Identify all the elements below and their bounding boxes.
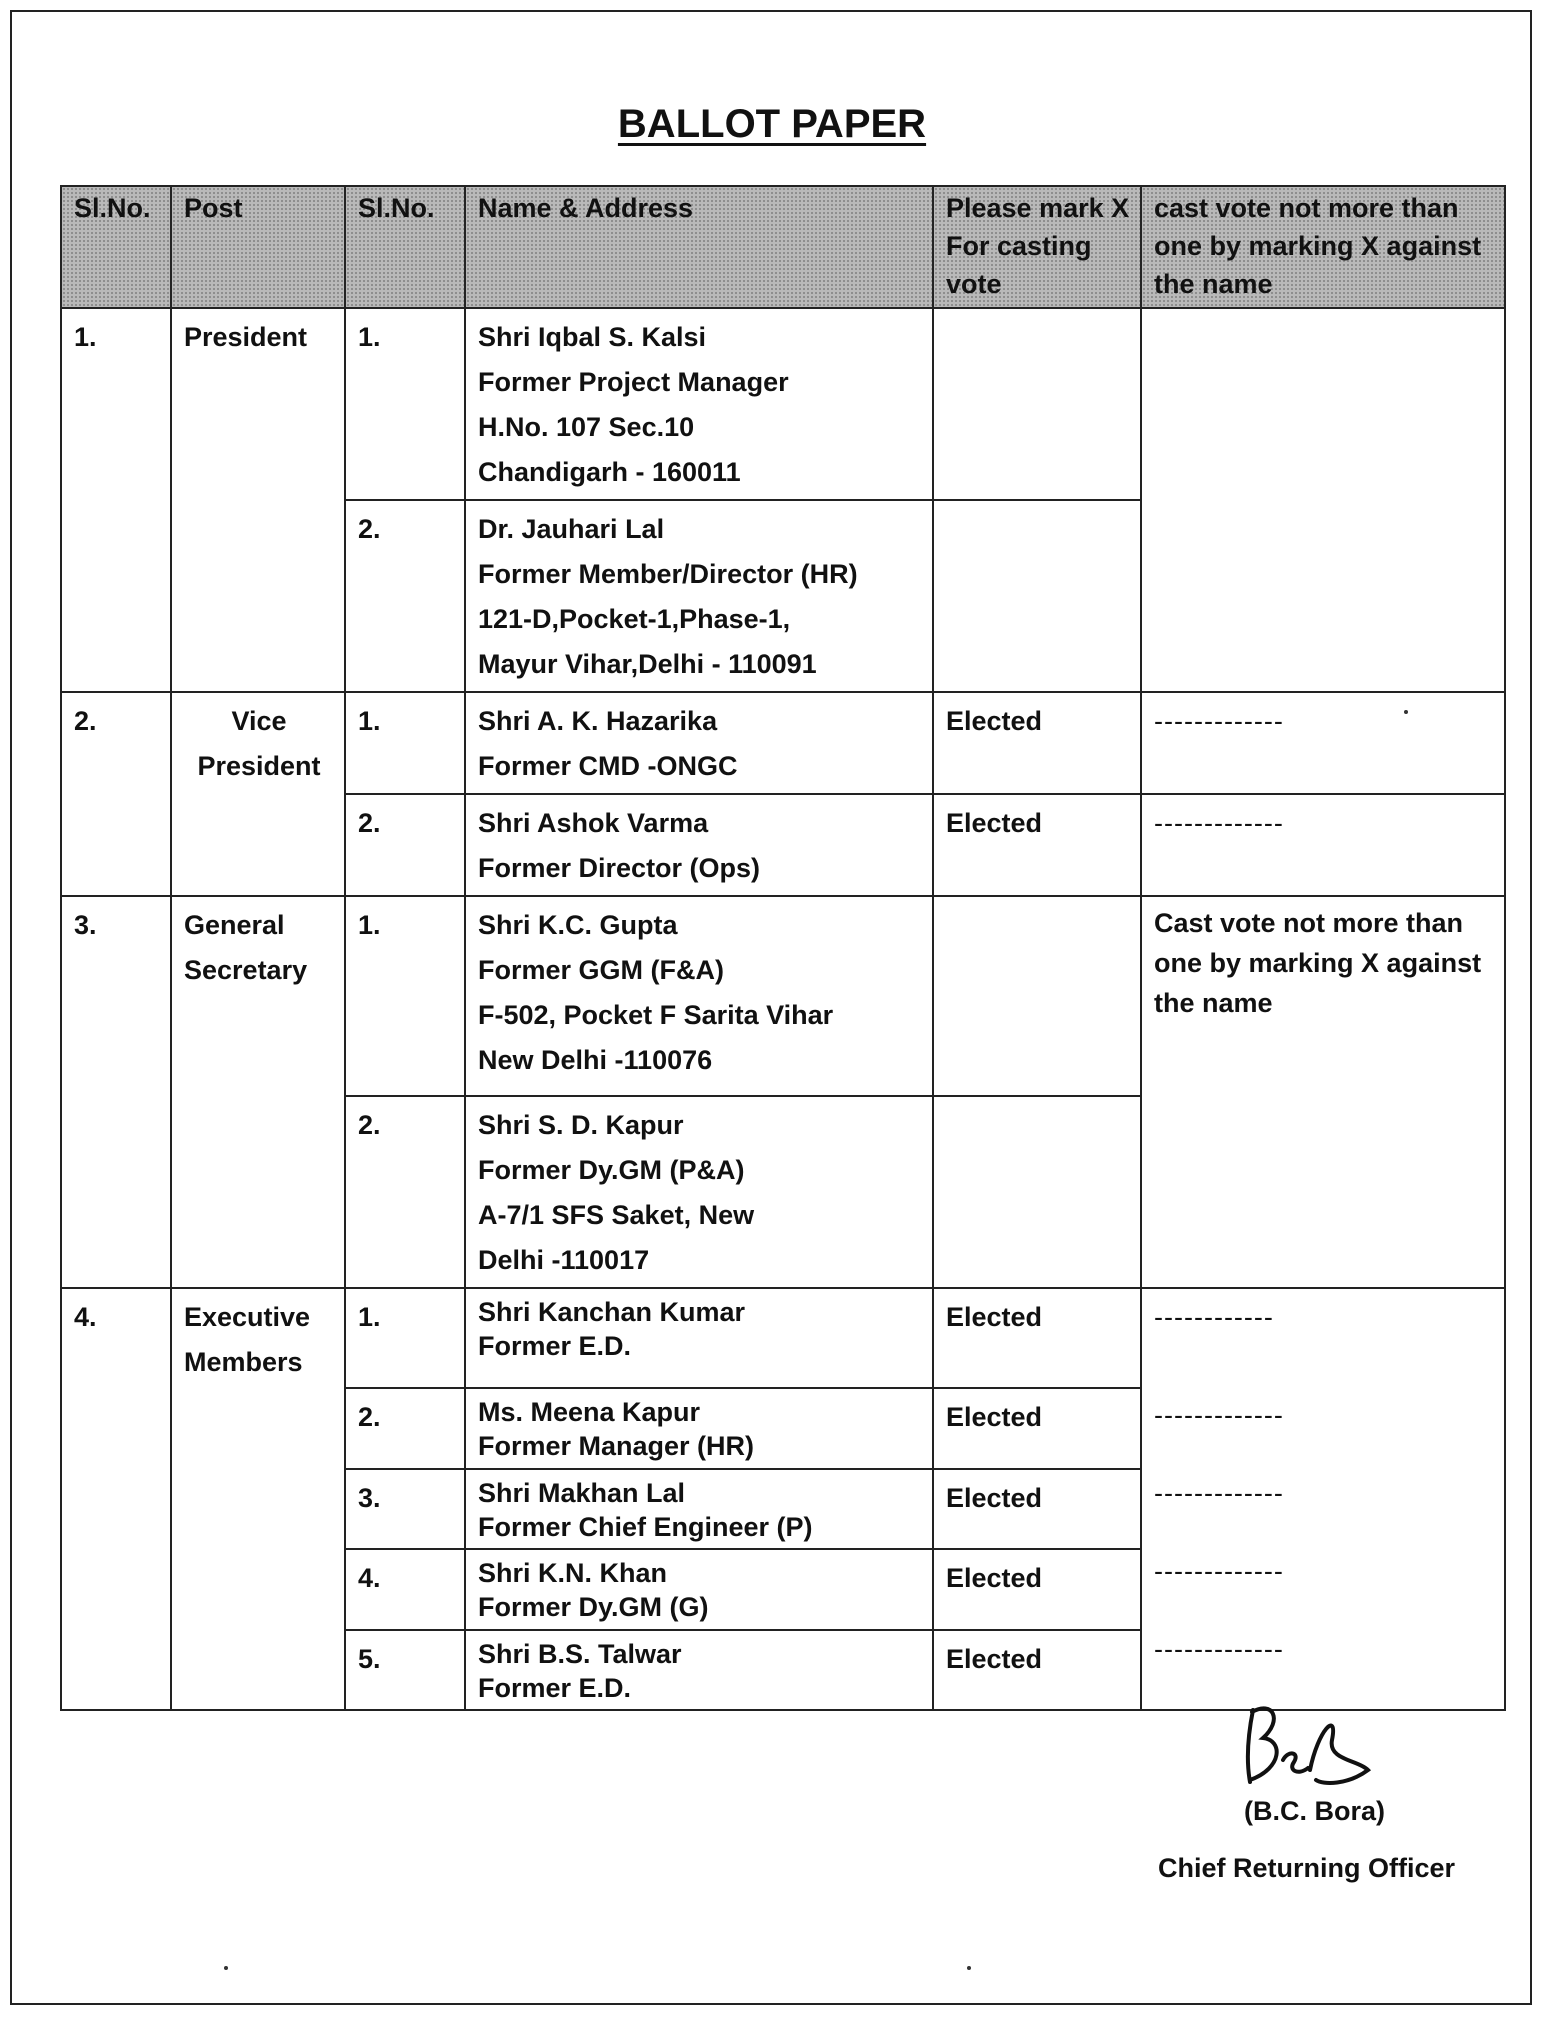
- post-name: General Secretary: [171, 896, 345, 1288]
- candidate-address-line: Former Manager (HR): [478, 1431, 755, 1462]
- candidate-sl-no: 5.: [345, 1630, 465, 1710]
- header-sl-no: Sl.No.: [61, 186, 171, 308]
- page-title: BALLOT PAPER: [617, 102, 927, 146]
- vote-mark-box[interactable]: Elected: [933, 1288, 1141, 1388]
- header-post: Post: [171, 186, 345, 308]
- candidate-name-address: [465, 1630, 933, 1710]
- instruction-dashes: [1141, 1288, 1505, 1710]
- candidate-sl-no: 4.: [345, 1549, 465, 1629]
- candidate-name-address: [465, 1549, 933, 1629]
- candidate-name: Shri K.N. Khan: [478, 1558, 668, 1589]
- candidate-address-line: Former E.D.: [478, 1331, 632, 1361]
- post-name: Vice President: [171, 692, 345, 896]
- instruction-dashes: [1141, 692, 1505, 794]
- post-sl-no: 4.: [61, 1288, 171, 1710]
- ballot-table: [60, 185, 1506, 1711]
- vote-mark-box[interactable]: Elected: [933, 1549, 1141, 1629]
- post-sl-no: 2.: [61, 692, 171, 896]
- header-mark: Please mark X For casting vote: [933, 186, 1141, 308]
- candidate-address-line: Former Director (Ops): [478, 853, 761, 883]
- dash-placeholder: -------------: [1154, 808, 1284, 838]
- candidate-name-address: [465, 1096, 933, 1288]
- header-candidate-sl-no: Sl.No.: [345, 186, 465, 308]
- ballot-body: [61, 308, 1505, 1710]
- instruction-blank: [1141, 308, 1505, 692]
- candidate-sl-no: 2.: [345, 1096, 465, 1288]
- candidate-address-line: Former CMD -ONGC: [478, 751, 738, 781]
- vote-mark-box[interactable]: Elected: [933, 1388, 1141, 1468]
- signature-image: [1228, 1690, 1378, 1800]
- vote-mark-box[interactable]: Elected: [933, 1630, 1141, 1710]
- vote-mark-box[interactable]: [933, 1096, 1141, 1288]
- instruction-note: [1141, 896, 1505, 1288]
- candidate-sl-no: 1.: [345, 896, 465, 1096]
- header-name-address: Name & Address: [465, 186, 933, 308]
- dash-placeholder: -------------: [1154, 1478, 1284, 1508]
- candidate-name-address: [465, 308, 933, 500]
- instruction-text: Cast vote not more than one by marking X against the name: [1154, 908, 1482, 1018]
- table-row: [61, 1288, 1505, 1388]
- candidate-address-line: 121-D,Pocket-1,Phase-1,: [478, 604, 791, 634]
- vote-mark-box[interactable]: [933, 500, 1141, 692]
- signatory-name: (B.C. Bora): [1244, 1796, 1385, 1826]
- candidate-sl-no: 2.: [345, 500, 465, 692]
- table-row: [61, 308, 1505, 500]
- candidate-name-address: [465, 1469, 933, 1549]
- candidate-address-line: F-502, Pocket F Sarita Vihar: [478, 1000, 834, 1030]
- vote-mark-box[interactable]: Elected: [933, 1469, 1141, 1549]
- vote-mark-box[interactable]: Elected: [933, 692, 1141, 794]
- dash-placeholder: -------------: [1154, 706, 1284, 736]
- scan-speck: [967, 1966, 971, 1970]
- header-instruction: cast vote not more than one by marking X against the name: [1141, 186, 1505, 308]
- candidate-name: Dr. Jauhari Lal: [478, 514, 665, 544]
- dash-placeholder: -------------: [1154, 1556, 1284, 1586]
- candidate-name-address: [465, 692, 933, 794]
- candidate-name-address: [465, 1388, 933, 1468]
- candidate-name-address: [465, 500, 933, 692]
- candidate-address-line: Mayur Vihar,Delhi - 110091: [478, 649, 817, 679]
- post-sl-no: 3.: [61, 896, 171, 1288]
- candidate-sl-no: 3.: [345, 1469, 465, 1549]
- signatory-role: Chief Returning Officer: [1158, 1853, 1456, 1883]
- dash-placeholder: -------------: [1154, 1634, 1284, 1664]
- candidate-sl-no: 2.: [345, 1388, 465, 1468]
- candidate-address-line: Former Project Manager: [478, 367, 789, 397]
- candidate-address-line: Former Dy.GM (P&A): [478, 1155, 745, 1185]
- candidate-address-line: H.No. 107 Sec.10: [478, 412, 695, 442]
- candidate-sl-no: 1.: [345, 1288, 465, 1388]
- table-row: [61, 692, 1505, 794]
- candidate-address-line: Former Chief Engineer (P): [478, 1511, 813, 1542]
- post-name: President: [171, 308, 345, 692]
- candidate-name: Shri Ashok Varma: [478, 808, 709, 838]
- candidate-name: Shri S. D. Kapur: [478, 1110, 684, 1140]
- candidate-name: Shri A. K. Hazarika: [478, 706, 718, 736]
- candidate-name-address: [465, 1288, 933, 1388]
- candidate-sl-no: 1.: [345, 692, 465, 794]
- candidate-address-line: A-7/1 SFS Saket, New: [478, 1200, 755, 1230]
- scan-speck: [224, 1966, 228, 1970]
- candidate-address-line: Chandigarh - 160011: [478, 457, 741, 487]
- candidate-name: Shri K.C. Gupta: [478, 910, 678, 940]
- instruction-dashes: [1141, 794, 1505, 896]
- candidate-address-line: New Delhi -110076: [478, 1045, 713, 1075]
- scan-speck: [1404, 710, 1408, 714]
- candidate-name: Shri Iqbal S. Kalsi: [478, 322, 707, 352]
- post-name: Executive Members: [171, 1288, 345, 1710]
- candidate-address-line: Former Dy.GM (G): [478, 1592, 709, 1623]
- table-header-row: [61, 186, 1505, 308]
- candidate-address-line: Former GGM (F&A): [478, 955, 724, 985]
- table-row: [61, 896, 1505, 1096]
- candidate-name: Shri B.S. Talwar: [478, 1638, 682, 1669]
- vote-mark-box[interactable]: Elected: [933, 794, 1141, 896]
- candidate-name: Shri Kanchan Kumar: [478, 1297, 746, 1327]
- dash-placeholder: ------------: [1154, 1302, 1274, 1332]
- vote-mark-box[interactable]: [933, 308, 1141, 500]
- candidate-name-address: [465, 896, 933, 1096]
- candidate-address-line: Former Member/Director (HR): [478, 559, 858, 589]
- candidate-address-line: Delhi -110017: [478, 1245, 650, 1275]
- candidate-name-address: [465, 794, 933, 896]
- candidate-name: Shri Makhan Lal: [478, 1477, 686, 1508]
- vote-mark-box[interactable]: [933, 896, 1141, 1096]
- candidate-name: Ms. Meena Kapur: [478, 1397, 701, 1428]
- dash-placeholder: -------------: [1154, 1400, 1284, 1430]
- candidate-sl-no: 2.: [345, 794, 465, 896]
- post-sl-no: 1.: [61, 308, 171, 692]
- candidate-sl-no: 1.: [345, 308, 465, 500]
- candidate-address-line: Former E.D.: [478, 1672, 632, 1703]
